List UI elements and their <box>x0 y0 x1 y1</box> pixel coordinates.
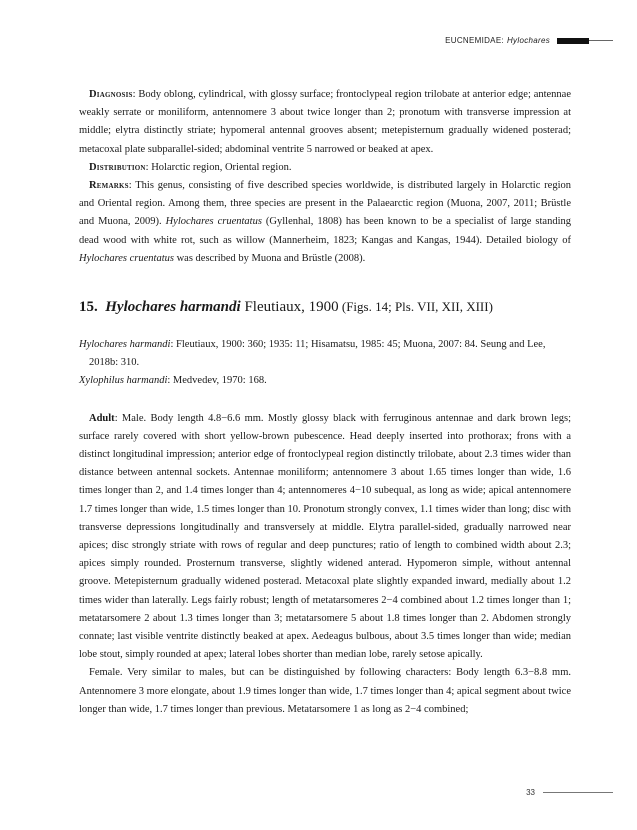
footer-rule <box>543 792 613 793</box>
female-text: Female. Very similar to males, but can be distinguished by following characters: Body length 6.3−8.8 mm. Antennomere 3 more elongate, about 1.9 times longer than wide, 1.7 times longer than 4; apical segment about twice longer than wide, 1.7 times longer than previous. Metatarsomere 1 as long as 2−4 combined; <box>79 667 571 715</box>
synonym-entry <box>79 336 571 372</box>
distribution-paragraph <box>79 159 571 177</box>
synonym-citation: : Medvedev, 1970: 168. <box>167 375 267 387</box>
remarks-paragraph <box>79 177 571 268</box>
section-spacer <box>79 268 571 297</box>
running-head <box>445 36 613 45</box>
adult-paragraph <box>79 410 571 665</box>
remarks-species-1: Hylochares cruentatus <box>165 216 262 228</box>
running-head-rule <box>589 40 613 41</box>
remarks-text-1: : This genus, consisting of five described species worldwide, is distributed largely in Holarctic region and Oriental region. Among them, three species are present in the Palaearctic region (Muona, 2007, 2011; Brüstle and Muona, 2009). <box>79 180 571 228</box>
synonym-entry <box>79 372 571 390</box>
remarks-label: Remarks <box>89 180 129 192</box>
adult-label: Adult <box>89 412 115 424</box>
species-name: Hylochares harmandi <box>105 299 241 316</box>
diagnosis-label: Diagnosis <box>89 89 133 100</box>
remarks-text-2: (Gyllenhal, 1808) has been known to be a specialist of large standing dead wood with white rot, such as willow (Mannerheim, 1823; Kangas and Kangas, 1944). Detailed biology of <box>79 216 572 246</box>
species-heading <box>79 297 571 317</box>
synonym-citation: : Fleutiaux, 1900: 360; 1935: 11; Hisamatsu, 1985: 45; Muona, 2007: 84. Seung and Lee, 2018b: 310. <box>89 339 546 369</box>
page-footer <box>526 788 613 797</box>
synonym-name: Xylophilus harmandi <box>79 375 168 387</box>
species-author: Fleutiaux, 1900 <box>240 299 339 316</box>
running-head-bar <box>557 38 589 44</box>
species-number: 15. <box>79 299 98 316</box>
synonym-name: Hylochares harmandi <box>79 339 171 351</box>
female-paragraph <box>79 664 571 719</box>
heading-spacer <box>79 317 571 336</box>
species-figure-refs: (Figs. 14; Pls. VII, XII, XIII) <box>338 299 493 315</box>
distribution-label: Distribution <box>89 161 146 173</box>
adult-text: : Male. Body length 4.8−6.6 mm. Mostly glossy black with ferruginous antennae and dark brown legs; surface rarely covered with short yellow-brown pubescence. Head deeply inserted into prothorax; frons with a distinct longitudinal impression; anterior edge of frontoclypeal region distinctly trilobate, about 2.3 times wider than distance between antennal sockets. Antennae moniliform; antennomere 3 about 1.65 times longer than wide, 1.6 times longer than 2, and 1.4 times longer than 4; antennomeres 4−10 subequal, as long as wide; apical antennomere 1.7 times longer than wide, 1.5 times longer than 10. Pronotum strongly convex, 1.1 times wider than long; disc with transverse depressions longitudinally and transversely at middle. Elytra parallel-sided, gradually narrowed near apices; disc strongly striate with rows of regular and deep punctures; ratio of length to combined width about 2.3; apices simply rounded. Prosternum transverse, slightly widened anterad. Hypomeron simple, without antennal groove. Metepisternum gradually widened posterad. Metacoxal plate slightly expanded inward, medially about 1.2 times wider than laterally. Legs fairly robust; length of metatarsomeres 2−4 combined about 1.2 times longer than 1; metatarsomere 2 about 1.3 times longer than 3; metatarsomere 5 about 1.8 times longer than 2. Abdomen strongly connate; last visible ventrite distinctly beaked at apex. Aedeagus bulbous, about 3.5 times longer than wide; median lobe stout, simply rounded at apex; lateral lobes shorter than median lobe, rarely setose apically. <box>79 412 571 661</box>
distribution-text: : Holarctic region, Oriental region. <box>145 161 292 173</box>
diagnosis-text: : Body oblong, cylindrical, with glossy surface; frontoclypeal region trilobate at anterior edge; antennae weakly serrate or moniliform, antennomere 3 about twice longer than 2; pronotum with transverse impression at middle; elytra distinctly striate; hypomeral antennal grooves absent; metepisternum gradually widened posterad; metacoxal plate subparallel-sided; abdominal ventrite 5 narrowed or beaked at apex. <box>79 89 571 155</box>
page-body <box>79 86 571 719</box>
running-head-family: EUCNEMIDAE: <box>445 36 504 45</box>
remarks-text-3: was described by Muona and Brüstle (2008). <box>173 252 366 264</box>
diagnosis-paragraph <box>79 86 571 159</box>
synonym-spacer <box>79 391 571 410</box>
running-head-genus: Hylochares <box>506 36 550 45</box>
remarks-species-2: Hylochares cruentatus <box>79 252 174 264</box>
page-number: 33 <box>526 788 535 797</box>
